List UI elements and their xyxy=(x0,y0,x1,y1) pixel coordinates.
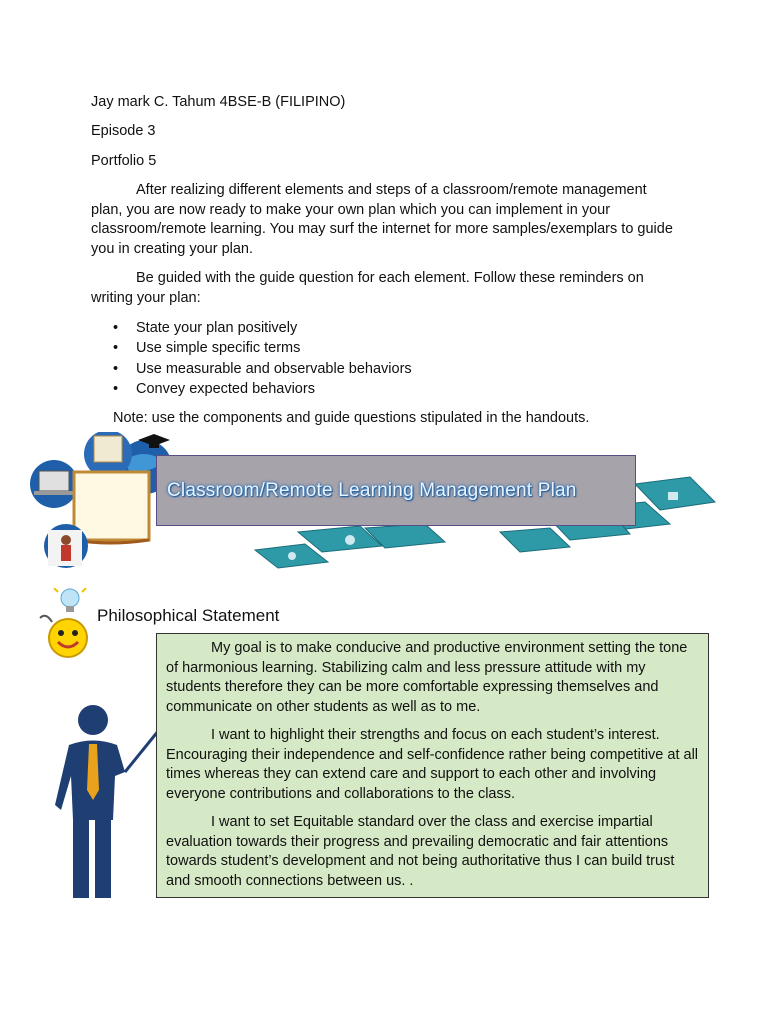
note-text: Note: use the components and guide questions stipulated in the handouts. xyxy=(113,410,590,426)
reminders-list xyxy=(91,318,412,399)
philosophy-paragraph: I want to set Equitable standard over the class and exercise impartial evaluation towards their progress and prevailing democratic and fair attentions towards student’s development and not being authoritative thus I can build trust and smooth connections between us. . xyxy=(166,814,675,889)
philosophical-heading: Philosophical Statement xyxy=(97,606,280,625)
laptop-icon xyxy=(30,460,78,508)
smiley-lightbulb-icon xyxy=(34,588,94,660)
person-icon xyxy=(44,524,88,568)
intro-paragraph-1: After realizing different elements and steps of a classroom/remote management plan, you are now ready to make your own plan which you can implement in your classroom/remote learning. You may surf the internet for more samples/exemplars to guide you in creating your plan. xyxy=(91,182,673,257)
philosophy-paragraph: I want to highlight their strengths and focus on each student’s interest. Encouraging their independence and self-confidence rather being competitive at all times whereas they can extend care and support to each other and involving everyone contributions and collaborations to the class. xyxy=(166,727,699,802)
philosophical-statement-box xyxy=(156,633,709,898)
teacher-pointer-icon xyxy=(55,700,165,900)
banner-title: Classroom/Remote Learning Management Plan xyxy=(167,479,577,501)
list-item: • Use simple specific terms xyxy=(91,338,412,358)
intro-paragraph-2: Be guided with the guide question for each element. Follow these reminders on writing your plan: xyxy=(91,270,644,306)
portfolio-label: Portfolio 5 xyxy=(91,153,157,169)
philosophy-paragraph: My goal is to make conducive and productive environment setting the tone of harmonious learning. Stabilizing calm and less pressure attitude with my students therefore they can be more comfortable expressing themselves and communicate on other students as well as to me. xyxy=(166,640,688,715)
banner-box xyxy=(156,455,636,526)
list-item: • State your plan positively xyxy=(91,318,412,338)
list-item: • Use measurable and observable behaviors xyxy=(91,359,412,379)
episode-label: Episode 3 xyxy=(91,123,156,139)
list-item: • Convey expected behaviors xyxy=(91,379,412,399)
author-line: Jay mark C. Tahum 4BSE-B (FILIPINO) xyxy=(91,94,346,110)
